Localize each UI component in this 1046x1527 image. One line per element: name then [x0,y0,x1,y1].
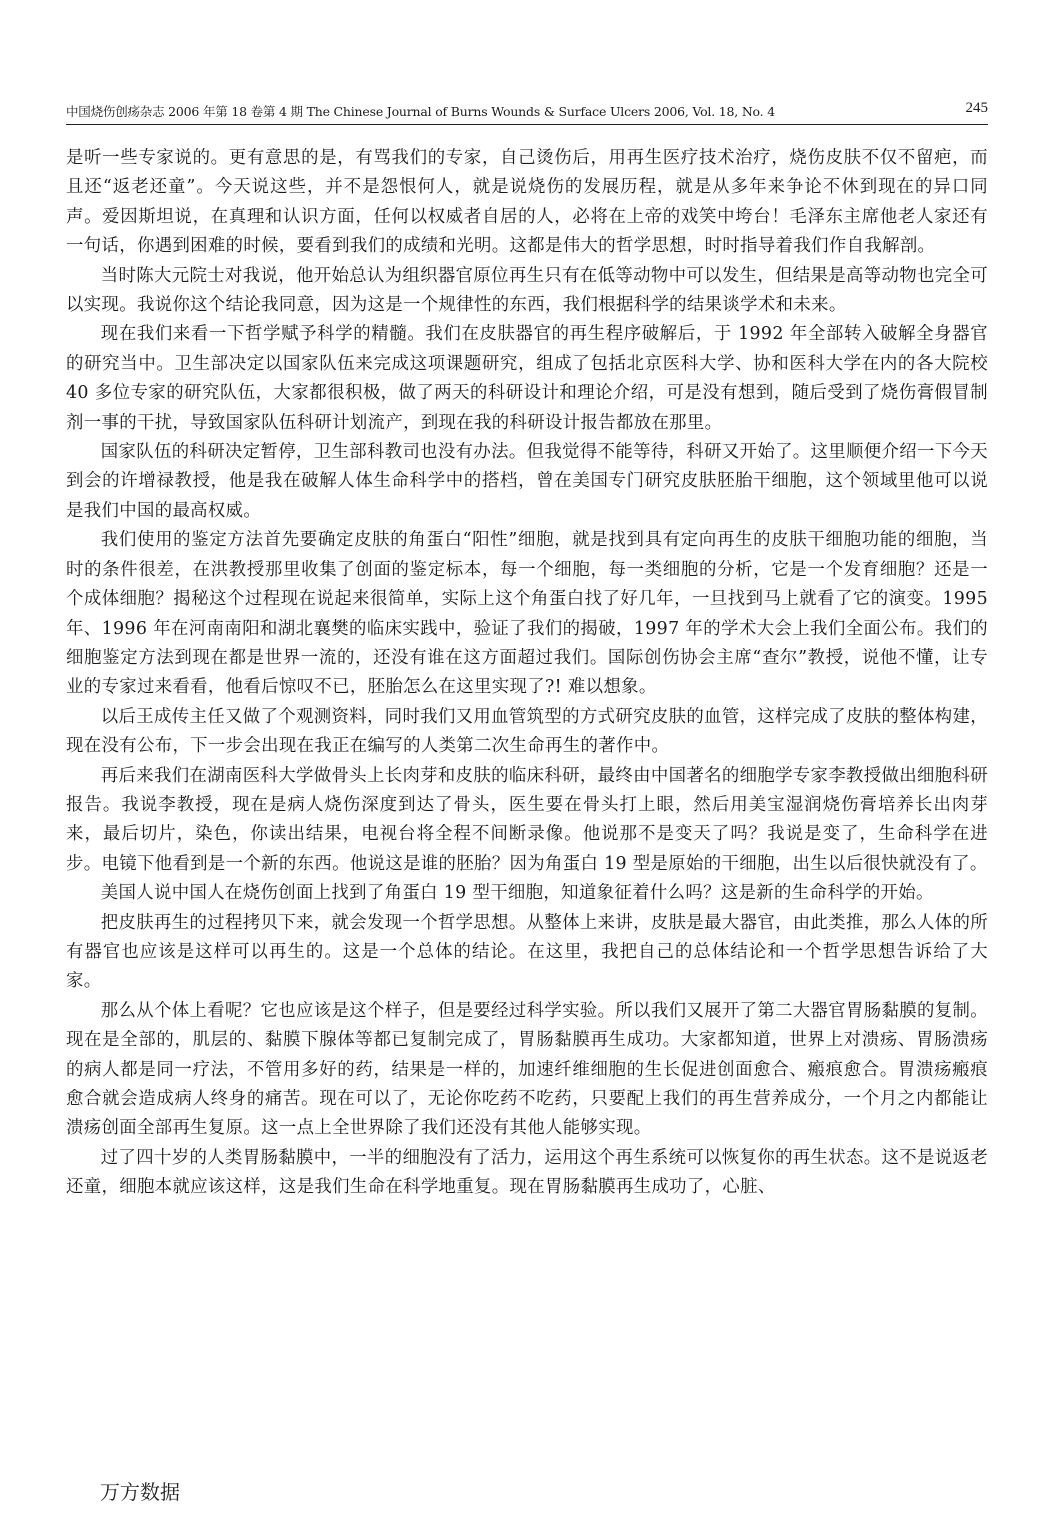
page-header [66,100,988,125]
paragraph: 美国人说中国人在烧伤创面上找到了角蛋白 19 型干细胞，知道象征着什么吗？这是新的生命科学的开始。 [100,883,934,904]
paragraph: 过了四十岁的人类胃肠黏膜中，一半的细胞没有了活力，运用这个再生系统可以恢复你的再生状态。这不是说返老还童，细胞本就应该这样，这是我们生命在科学地重复。现在胃肠黏膜再生成功了，心脏、 [66,1147,988,1198]
paragraph: 那么从个体上看呢？它也应该是这个样子，但是要经过科学实验。所以我们又展开了第二大器官胃肠黏膜的复制。现在是全部的，肌层的、黏膜下腺体等都已复制完成了，胃肠黏膜再生成功。大家都知道，世界上对溃疡、胃肠溃疡的病人都是同一疗法，不管用多好的药，结果是一样的，加速纤维细胞的生长促进创面愈合、瘢痕愈合。胃溃疡瘢痕愈合就会造成病人终身的痛苦。现在可以了，无论你吃药不吃药，只要配上我们的再生营养成分，一个月之内都能让溃疡创面全部再生复原。这一点上全世界除了我们还没有其他人能够实现。 [66,1000,988,1139]
paragraph: 现在我们来看一下哲学赋予科学的精髓。我们在皮肤器官的再生程序破解后，于 1992 年全部转入破解全身器官的研究当中。卫生部决定以国家队伍来完成这项课题研究，组成了包括北京医科大学、协和医科大学在内的各大院校 40 多位专家的研究队伍，大家都很积极，做了两天的科研设计和理论介绍，可是没有想到，随后受到了烧伤膏假冒制剂一事的干扰，导致国家队伍科研计划流产，到现在我的科研设计报告都放在那里。 [66,324,988,433]
running-head: 中国烧伤创疡杂志 2006 年第 18 卷第 4 期 The Chinese Journal of Burns Wounds & Surface Ulcers 2006, Vol. 18, No. 4 [66,104,775,119]
article-body [66,144,988,1203]
paragraph: 再后来我们在湖南医科大学做骨头上长肉芽和皮肤的临床科研，最终由中国著名的细胞学专家李教授做出细胞科研报告。我说李教授，现在是病人烧伤深度到达了骨头，医生要在骨头打上眼，然后用美宝湿润烧伤膏培养长出肉芽来，最后切片，染色，你读出结果，电视台将全程不间断录像。他说那不是变天了吗？我说是变了，生命科学在进步。电镜下他看到是一个新的东西。他说这是谁的胚胎？因为角蛋白 19 型是原始的干细胞，出生以后很快就没有了。 [66,765,988,874]
paragraph: 把皮肤再生的过程拷贝下来，就会发现一个哲学思想。从整体上来讲，皮肤是最大器官，由此类推，那么人体的所有器官也应该是这样可以再生的。这是一个总体的结论。在这里，我把自己的总体结论和一个哲学思想告诉给了大家。 [66,912,988,992]
wanfang-watermark: 万方数据 [100,1480,180,1504]
paragraph: 以后王成传主任又做了个观测资料，同时我们又用血管筑型的方式研究皮肤的血管，这样完成了皮肤的整体构建，现在没有公布，下一步会出现在我正在编写的人类第二次生命再生的著作中。 [66,706,988,757]
page-number: 245 [965,100,988,116]
paragraph: 国家队伍的科研决定暂停，卫生部科教司也没有办法。但我觉得不能等待，科研又开始了。这里顺便介绍一下今天到会的许增禄教授，他是我在破解人体生命科学中的搭档，曾在美国专门研究皮肤胚胎干细胞，这个领域里他可以说是我们中国的最高权威。 [66,442,988,521]
paragraph: 是听一些专家说的。更有意思的是，有骂我们的专家，自己烫伤后，用再生医疗技术治疗，烧伤皮肤不仅不留疤，而且还“返老还童”。今天说这些，并不是怨恨何人，就是说烧伤的发展历程，就是从多年来争论不休到现在的异口同声。爱因斯坦说，在真理和认识方面，任何以权威者自居的人，必将在上帝的戏笑中垮台！毛泽东主席他老人家还有一句话，你遇到困难的时候，要看到我们的成绩和光明。这都是伟大的哲学思想，时时指导着我们作自我解剖。 [66,148,988,257]
paragraph: 我们使用的鉴定方法首先要确定皮肤的角蛋白“阳性”细胞，就是找到具有定向再生的皮肤干细胞功能的细胞，当时的条件很差，在洪教授那里收集了创面的鉴定标本，每一个细胞，每一类细胞的分析，它是一个发育细胞？还是一个成体细胞？揭秘这个过程现在说起来很简单，实际上这个角蛋白找了好几年，一旦找到马上就看了它的演变。1995 年、1996 年在河南南阳和湖北襄樊的临床实践中，验证了我们的揭破，1997 年的学术大会上我们全面公布。我们的细胞鉴定方法到现在都是世界一流的，还没有谁在这方面超过我们。国际创伤协会主席“查尔”教授，说他不懂，让专业的专家过来看看，他看后惊叹不已，胚胎怎么在这里实现了?! 难以想象。 [66,530,988,698]
paragraph: 当时陈大元院士对我说，他开始总认为组织器官原位再生只有在低等动物中可以发生，但结果是高等动物也完全可以实现。我说你这个结论我同意，因为这是一个规律性的东西，我们根据科学的结果谈学术和未来。 [66,265,988,316]
